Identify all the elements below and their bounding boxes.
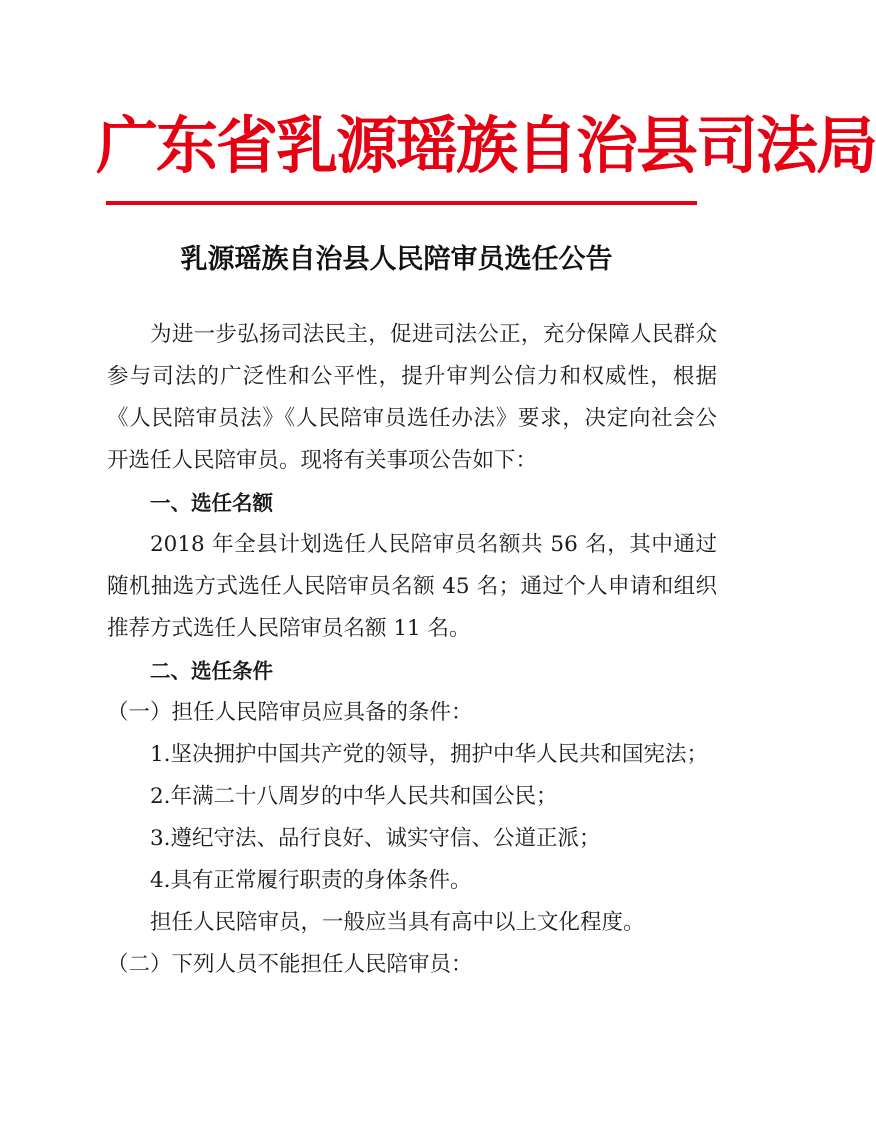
section-heading-quota: 一、选任名额 [150,491,273,515]
document-body [107,314,717,986]
intro-paragraph: 为进一步弘扬司法民主，促进司法公正，充分保障人民群众参与司法的广泛性和公平性，提升审判公信力和权威性，根据《人民陪审员法》《人民陪审员选任办法》要求，决定向社会公开选任人民陪审员。现将有关事项公告如下： [107,322,717,473]
document-title: 乳源瑶族自治县人民陪审员选任公告 [180,244,613,275]
subsection-required-conditions: （一）担任人民陪审员应具备的条件： [107,700,473,725]
subsection-ineligible-persons: （二）下列人员不能担任人民陪审员： [107,952,473,977]
section-heading-conditions: 二、选任条件 [150,659,273,683]
condition-item-1: 1.坚决拥护中国共产党的领导，拥护中华人民共和国宪法； [150,742,709,767]
quota-paragraph: 2018 年全县计划选任人民陪审员名额共 56 名，其中通过随机抽选方式选任人民陪审员名额 45 名；通过个人申请和组织推荐方式选任人民陪审员名额 11 名。 [107,532,717,641]
organization-letterhead: 广东省乳源瑶族自治县司法局 [96,109,876,182]
condition-item-3: 3.遵纪守法、品行良好、诚实守信、公道正派； [150,826,601,851]
condition-item-2: 2.年满二十八周岁的中华人民共和国公民； [150,784,558,809]
condition-item-4: 4.具有正常履行职责的身体条件。 [150,868,472,893]
education-note: 担任人民陪审员，一般应当具有高中以上文化程度。 [150,910,645,935]
letterhead-red-rule [106,201,697,205]
